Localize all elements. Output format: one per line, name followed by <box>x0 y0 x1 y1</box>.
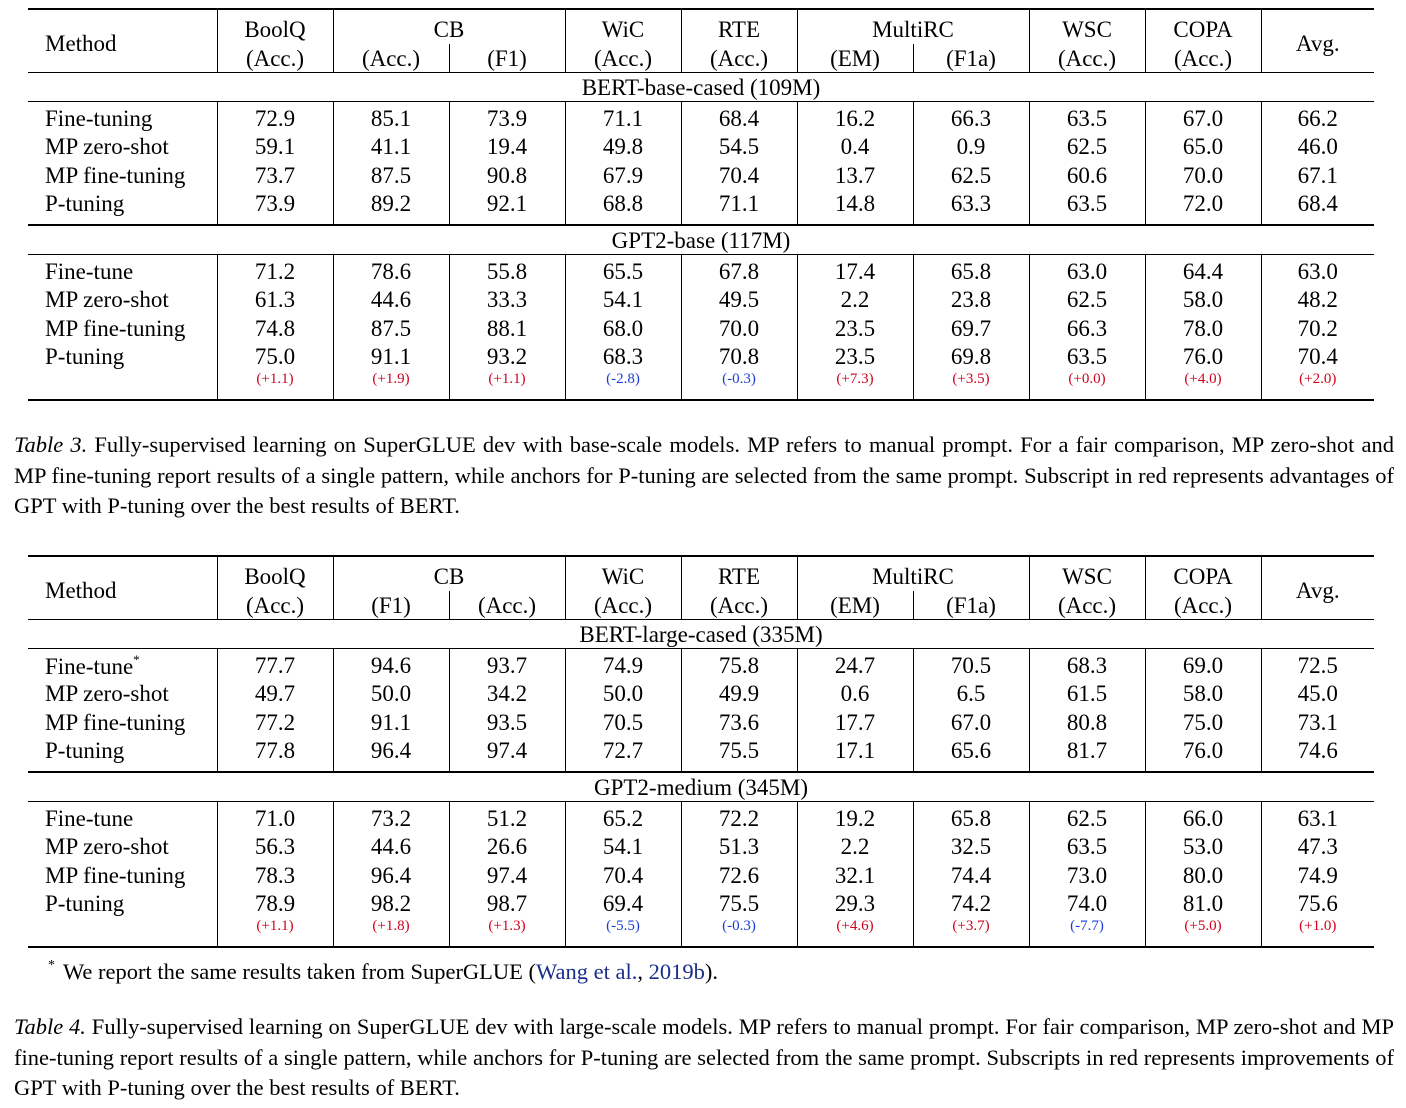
value-cell: 46.0 <box>1261 133 1374 162</box>
value-cell: 97.4 <box>449 737 565 773</box>
method-label: MP fine-tuning <box>45 162 186 188</box>
value-cell: 62.5 <box>1029 286 1145 315</box>
value-cell: 77.2 <box>217 708 333 737</box>
delta-cell: (+1.1) <box>449 371 565 400</box>
value-cell: 81.7 <box>1029 737 1145 773</box>
header-boolq: BoolQ <box>217 556 333 591</box>
method-cell <box>28 737 217 773</box>
header-avg: Avg. <box>1261 9 1374 73</box>
footnote-mark: * <box>48 958 55 973</box>
value-cell: 67.9 <box>565 161 681 190</box>
method-cell <box>28 161 217 190</box>
value-cell: 66.2 <box>1261 102 1374 133</box>
header-wic: WiC <box>565 556 681 591</box>
delta-cell: (+4.0) <box>1145 371 1261 400</box>
delta-cell: (+2.0) <box>1261 371 1374 400</box>
group-title: GPT2-medium (345M) <box>28 772 1374 802</box>
value-cell: 65.8 <box>913 255 1029 286</box>
value-cell: 77.7 <box>217 649 333 680</box>
value-cell: 68.4 <box>1261 190 1374 226</box>
method-label: P-tuning <box>45 344 125 370</box>
value-cell: 48.2 <box>1261 286 1374 315</box>
header-rte: RTE <box>681 556 797 591</box>
table-row <box>28 890 1374 919</box>
table-row <box>28 649 1374 680</box>
method-label: P-tuning <box>45 191 125 217</box>
delta-cell: (+1.3) <box>449 918 565 947</box>
subheader-f1: (F1) <box>449 44 565 73</box>
value-cell: 17.7 <box>797 708 913 737</box>
value-cell: 75.8 <box>681 649 797 680</box>
delta-cell: (-2.8) <box>565 371 681 400</box>
subheader-f1a: (F1a) <box>913 44 1029 73</box>
header-copa: COPA <box>1145 9 1261 44</box>
table-row <box>28 708 1374 737</box>
value-cell: 44.6 <box>333 833 449 862</box>
value-cell: 41.1 <box>333 133 449 162</box>
table-row <box>28 833 1374 862</box>
method-label: Fine-tuning <box>45 105 153 131</box>
table-row <box>28 161 1374 190</box>
header-multirc: MultiRC <box>797 9 1029 44</box>
value-cell: 14.8 <box>797 190 913 226</box>
value-cell: 13.7 <box>797 161 913 190</box>
value-cell: 49.5 <box>681 286 797 315</box>
value-cell: 98.7 <box>449 890 565 919</box>
value-cell: 70.2 <box>1261 314 1374 343</box>
value-cell: 19.2 <box>797 802 913 833</box>
value-cell: 72.6 <box>681 861 797 890</box>
value-cell: 64.4 <box>1145 255 1261 286</box>
method-label: MP fine-tuning <box>45 315 186 341</box>
value-cell: 90.8 <box>449 161 565 190</box>
value-cell: 66.3 <box>1029 314 1145 343</box>
value-cell: 63.5 <box>1029 190 1145 226</box>
value-cell: 68.4 <box>681 102 797 133</box>
footnote-end: ). <box>704 959 718 984</box>
value-cell: 78.3 <box>217 861 333 890</box>
method-cell <box>28 255 217 286</box>
subheader-acc: (Acc.) <box>565 591 681 620</box>
value-cell: 81.0 <box>1145 890 1261 919</box>
table-3-grid <box>28 8 1374 401</box>
value-cell: 93.5 <box>449 708 565 737</box>
value-cell: 88.1 <box>449 314 565 343</box>
value-cell: 94.6 <box>333 649 449 680</box>
value-cell: 91.1 <box>333 343 449 372</box>
value-cell: 63.5 <box>1029 102 1145 133</box>
method-cell <box>28 133 217 162</box>
value-cell: 69.7 <box>913 314 1029 343</box>
delta-spacer <box>28 371 217 400</box>
table-4 <box>28 555 1374 948</box>
delta-cell: (-7.7) <box>1029 918 1145 947</box>
value-cell: 74.9 <box>565 649 681 680</box>
value-cell: 65.5 <box>565 255 681 286</box>
table-row <box>28 680 1374 709</box>
value-cell: 98.2 <box>333 890 449 919</box>
delta-cell: (-5.5) <box>565 918 681 947</box>
value-cell: 71.0 <box>217 802 333 833</box>
method-cell <box>28 286 217 315</box>
value-cell: 17.4 <box>797 255 913 286</box>
value-cell: 62.5 <box>913 161 1029 190</box>
value-cell: 71.1 <box>681 190 797 226</box>
value-cell: 96.4 <box>333 737 449 773</box>
value-cell: 69.4 <box>565 890 681 919</box>
value-cell: 50.0 <box>565 680 681 709</box>
value-cell: 75.5 <box>681 890 797 919</box>
citation-link-year[interactable]: 2019b <box>648 959 705 984</box>
value-cell: 23.5 <box>797 314 913 343</box>
header-copa: COPA <box>1145 556 1261 591</box>
value-cell: 63.3 <box>913 190 1029 226</box>
value-cell: 78.6 <box>333 255 449 286</box>
subheader-acc: (Acc.) <box>217 44 333 73</box>
subheader-acc: (Acc.) <box>1029 591 1145 620</box>
footnote-text: We report the same results taken from SuperGLUE ( <box>63 959 537 984</box>
value-cell: 63.5 <box>1029 833 1145 862</box>
method-cell <box>28 861 217 890</box>
table-row <box>28 190 1374 226</box>
caption-text: Fully-supervised learning on SuperGLUE dev with base-scale models. MP refers to manual prompt. For a fair comparison, MP zero-shot and MP fine-tuning report results of a single pattern, while anchors for P-tuning are selected from the same prompt. Subscript in red represents advantages of GPT with P-tuning over the best results of BERT. <box>14 432 1395 518</box>
value-cell: 6.5 <box>913 680 1029 709</box>
value-cell: 74.2 <box>913 890 1029 919</box>
value-cell: 50.0 <box>333 680 449 709</box>
method-label: MP fine-tuning <box>45 862 186 888</box>
delta-cell: (+1.9) <box>333 371 449 400</box>
value-cell: 63.1 <box>1261 802 1374 833</box>
value-cell: 87.5 <box>333 314 449 343</box>
value-cell: 73.6 <box>681 708 797 737</box>
value-cell: 61.5 <box>1029 680 1145 709</box>
value-cell: 78.9 <box>217 890 333 919</box>
method-cell <box>28 190 217 226</box>
subheader-acc: (Acc.) <box>1145 44 1261 73</box>
header-wsc: WSC <box>1029 556 1145 591</box>
value-cell: 44.6 <box>333 286 449 315</box>
value-cell: 59.1 <box>217 133 333 162</box>
value-cell: 17.1 <box>797 737 913 773</box>
value-cell: 76.0 <box>1145 343 1261 372</box>
header-wic: WiC <box>565 9 681 44</box>
value-cell: 49.8 <box>565 133 681 162</box>
subheader-acc: (Acc.) <box>1029 44 1145 73</box>
delta-spacer <box>28 918 217 947</box>
table-row <box>28 102 1374 133</box>
value-cell: 49.7 <box>217 680 333 709</box>
delta-cell: (+1.1) <box>217 371 333 400</box>
value-cell: 74.6 <box>1261 737 1374 773</box>
value-cell: 55.8 <box>449 255 565 286</box>
value-cell: 68.0 <box>565 314 681 343</box>
footnote-marker: * <box>133 651 140 667</box>
value-cell: 74.0 <box>1029 890 1145 919</box>
value-cell: 47.3 <box>1261 833 1374 862</box>
value-cell: 70.0 <box>681 314 797 343</box>
value-cell: 97.4 <box>449 861 565 890</box>
value-cell: 89.2 <box>333 190 449 226</box>
value-cell: 51.2 <box>449 802 565 833</box>
value-cell: 66.0 <box>1145 802 1261 833</box>
subheader-acc: (Acc.) <box>565 44 681 73</box>
value-cell: 63.5 <box>1029 343 1145 372</box>
value-cell: 58.0 <box>1145 680 1261 709</box>
value-cell: 73.7 <box>217 161 333 190</box>
value-cell: 34.2 <box>449 680 565 709</box>
header-method: Method <box>28 556 217 620</box>
table-row <box>28 737 1374 773</box>
caption-label: Table 3. <box>14 432 88 457</box>
value-cell: 93.7 <box>449 649 565 680</box>
table-4-caption <box>14 1012 1394 1104</box>
value-cell: 87.5 <box>333 161 449 190</box>
method-cell <box>28 314 217 343</box>
value-cell: 73.1 <box>1261 708 1374 737</box>
value-cell: 54.5 <box>681 133 797 162</box>
delta-cell: (+1.8) <box>333 918 449 947</box>
subheader-acc: (Acc.) <box>449 591 565 620</box>
method-cell <box>28 833 217 862</box>
delta-row <box>28 918 1374 947</box>
value-cell: 19.4 <box>449 133 565 162</box>
header-boolq: BoolQ <box>217 9 333 44</box>
value-cell: 80.0 <box>1145 861 1261 890</box>
value-cell: 58.0 <box>1145 286 1261 315</box>
delta-cell: (+1.0) <box>1261 918 1374 947</box>
method-cell <box>28 802 217 833</box>
value-cell: 2.2 <box>797 286 913 315</box>
value-cell: 68.3 <box>1029 649 1145 680</box>
value-cell: 70.5 <box>565 708 681 737</box>
value-cell: 32.1 <box>797 861 913 890</box>
value-cell: 63.0 <box>1261 255 1374 286</box>
delta-cell: (-0.3) <box>681 371 797 400</box>
subheader-f1: (F1) <box>333 591 449 620</box>
value-cell: 67.8 <box>681 255 797 286</box>
value-cell: 69.0 <box>1145 649 1261 680</box>
header-wsc: WSC <box>1029 9 1145 44</box>
value-cell: 71.2 <box>217 255 333 286</box>
value-cell: 32.5 <box>913 833 1029 862</box>
value-cell: 23.8 <box>913 286 1029 315</box>
value-cell: 54.1 <box>565 833 681 862</box>
subheader-em: (EM) <box>797 44 913 73</box>
group-title: BERT-large-cased (335M) <box>28 620 1374 649</box>
value-cell: 91.1 <box>333 708 449 737</box>
header-avg: Avg. <box>1261 556 1374 620</box>
header-cb: CB <box>333 556 565 591</box>
value-cell: 76.0 <box>1145 737 1261 773</box>
value-cell: 92.1 <box>449 190 565 226</box>
table-row <box>28 802 1374 833</box>
value-cell: 78.0 <box>1145 314 1261 343</box>
value-cell: 65.2 <box>565 802 681 833</box>
value-cell: 73.2 <box>333 802 449 833</box>
method-label: MP zero-shot <box>45 681 169 707</box>
table-3 <box>28 8 1374 401</box>
value-cell: 72.7 <box>565 737 681 773</box>
value-cell: 72.9 <box>217 102 333 133</box>
value-cell: 0.9 <box>913 133 1029 162</box>
value-cell: 45.0 <box>1261 680 1374 709</box>
subheader-f1a: (F1a) <box>913 591 1029 620</box>
citation-separator: , <box>637 959 649 984</box>
header-multirc: MultiRC <box>797 556 1029 591</box>
value-cell: 74.8 <box>217 314 333 343</box>
value-cell: 74.9 <box>1261 861 1374 890</box>
delta-cell: (+1.1) <box>217 918 333 947</box>
header-rte: RTE <box>681 9 797 44</box>
value-cell: 49.9 <box>681 680 797 709</box>
value-cell: 0.4 <box>797 133 913 162</box>
table-4-footnote <box>48 958 718 985</box>
value-cell: 51.3 <box>681 833 797 862</box>
method-label: Fine-tune <box>45 805 134 831</box>
method-cell <box>28 708 217 737</box>
delta-cell: (+4.6) <box>797 918 913 947</box>
value-cell: 67.0 <box>913 708 1029 737</box>
value-cell: 75.5 <box>681 737 797 773</box>
value-cell: 75.6 <box>1261 890 1374 919</box>
value-cell: 67.1 <box>1261 161 1374 190</box>
table-row <box>28 286 1374 315</box>
value-cell: 60.6 <box>1029 161 1145 190</box>
value-cell: 66.3 <box>913 102 1029 133</box>
value-cell: 69.8 <box>913 343 1029 372</box>
method-label: Fine-tune <box>45 258 134 284</box>
value-cell: 33.3 <box>449 286 565 315</box>
value-cell: 72.0 <box>1145 190 1261 226</box>
value-cell: 67.0 <box>1145 102 1261 133</box>
value-cell: 63.0 <box>1029 255 1145 286</box>
group-title: GPT2-base (117M) <box>28 225 1374 255</box>
table-row <box>28 314 1374 343</box>
value-cell: 70.4 <box>681 161 797 190</box>
delta-row <box>28 371 1374 400</box>
value-cell: 29.3 <box>797 890 913 919</box>
caption-label: Table 4. <box>14 1014 86 1039</box>
subheader-acc: (Acc.) <box>217 591 333 620</box>
table-row <box>28 343 1374 372</box>
value-cell: 26.6 <box>449 833 565 862</box>
subheader-acc: (Acc.) <box>681 591 797 620</box>
value-cell: 23.5 <box>797 343 913 372</box>
method-cell <box>28 890 217 919</box>
delta-cell: (+3.5) <box>913 371 1029 400</box>
table-row <box>28 255 1374 286</box>
value-cell: 73.9 <box>217 190 333 226</box>
value-cell: 70.4 <box>1261 343 1374 372</box>
method-label: P-tuning <box>45 738 125 764</box>
table-3-caption <box>14 430 1394 522</box>
value-cell: 77.8 <box>217 737 333 773</box>
value-cell: 68.3 <box>565 343 681 372</box>
delta-cell: (-0.3) <box>681 918 797 947</box>
value-cell: 0.6 <box>797 680 913 709</box>
value-cell: 73.9 <box>449 102 565 133</box>
value-cell: 74.4 <box>913 861 1029 890</box>
table-row <box>28 133 1374 162</box>
subheader-acc: (Acc.) <box>1145 591 1261 620</box>
delta-cell: (+0.0) <box>1029 371 1145 400</box>
value-cell: 93.2 <box>449 343 565 372</box>
method-label: MP zero-shot <box>45 134 169 160</box>
group-title: BERT-base-cased (109M) <box>28 73 1374 102</box>
value-cell: 65.6 <box>913 737 1029 773</box>
value-cell: 72.2 <box>681 802 797 833</box>
subheader-acc: (Acc.) <box>333 44 449 73</box>
header-method: Method <box>28 9 217 73</box>
method-label: MP zero-shot <box>45 287 169 313</box>
value-cell: 71.1 <box>565 102 681 133</box>
method-label: MP fine-tuning <box>45 709 186 735</box>
value-cell: 70.5 <box>913 649 1029 680</box>
value-cell: 16.2 <box>797 102 913 133</box>
value-cell: 62.5 <box>1029 802 1145 833</box>
method-cell <box>28 680 217 709</box>
value-cell: 70.8 <box>681 343 797 372</box>
value-cell: 68.8 <box>565 190 681 226</box>
value-cell: 75.0 <box>1145 708 1261 737</box>
value-cell: 73.0 <box>1029 861 1145 890</box>
method-label: P-tuning <box>45 891 125 917</box>
value-cell: 65.8 <box>913 802 1029 833</box>
delta-cell: (+3.7) <box>913 918 1029 947</box>
value-cell: 24.7 <box>797 649 913 680</box>
value-cell: 72.5 <box>1261 649 1374 680</box>
value-cell: 61.3 <box>217 286 333 315</box>
method-label: Fine-tune <box>45 653 134 679</box>
value-cell: 70.4 <box>565 861 681 890</box>
value-cell: 54.1 <box>565 286 681 315</box>
header-cb: CB <box>333 9 565 44</box>
value-cell: 2.2 <box>797 833 913 862</box>
table-4-grid <box>28 555 1374 948</box>
value-cell: 53.0 <box>1145 833 1261 862</box>
method-cell <box>28 343 217 372</box>
subheader-acc: (Acc.) <box>681 44 797 73</box>
value-cell: 75.0 <box>217 343 333 372</box>
value-cell: 56.3 <box>217 833 333 862</box>
value-cell: 70.0 <box>1145 161 1261 190</box>
value-cell: 65.0 <box>1145 133 1261 162</box>
value-cell: 85.1 <box>333 102 449 133</box>
value-cell: 96.4 <box>333 861 449 890</box>
method-cell <box>28 102 217 133</box>
citation-link-author[interactable]: Wang et al. <box>536 959 638 984</box>
subheader-em: (EM) <box>797 591 913 620</box>
caption-text: Fully-supervised learning on SuperGLUE dev with large-scale models. MP refers to manual prompt. For fair comparison, MP zero-shot and MP fine-tuning report results of a single pattern, while anchors for P-tuning are selected from the same prompt. Subscripts in red represents improvements of GPT with P-tuning over the best results of BERT. <box>14 1014 1395 1100</box>
delta-cell: (+7.3) <box>797 371 913 400</box>
value-cell: 62.5 <box>1029 133 1145 162</box>
value-cell: 80.8 <box>1029 708 1145 737</box>
method-cell <box>28 649 217 680</box>
table-row <box>28 861 1374 890</box>
delta-cell: (+5.0) <box>1145 918 1261 947</box>
method-label: MP zero-shot <box>45 834 169 860</box>
